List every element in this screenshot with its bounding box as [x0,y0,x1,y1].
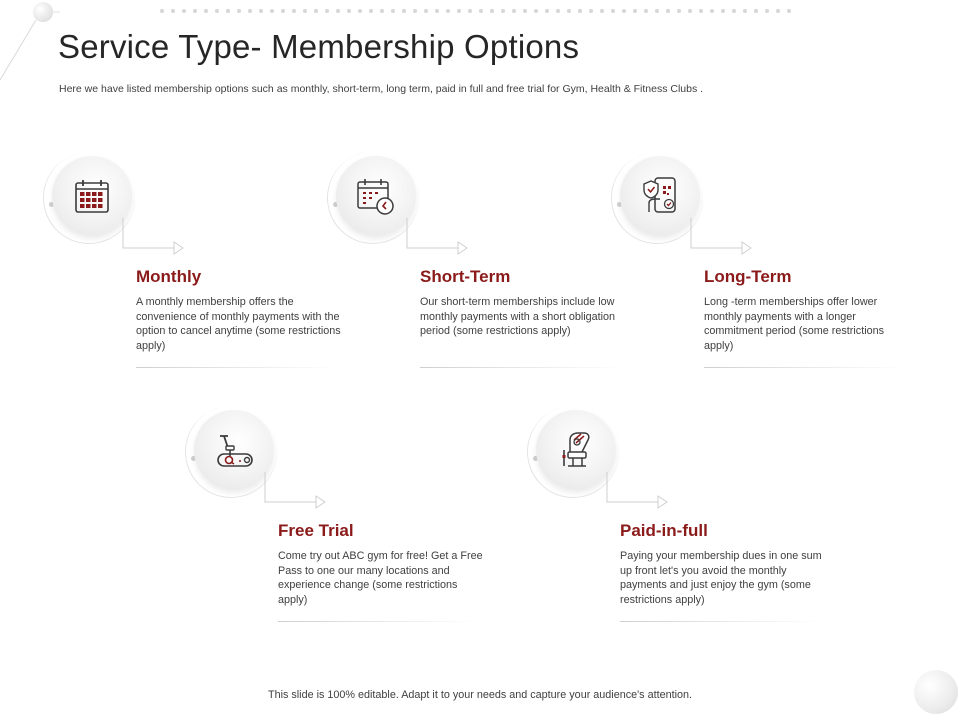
decorative-dot [292,9,296,13]
calendar-clock-icon [356,176,396,216]
divider [620,621,820,622]
connector-arrow [264,472,334,512]
decorative-ball-top-left [33,2,53,22]
decorative-dot [776,9,780,13]
decorative-dot [380,9,384,13]
page-subtitle: Here we have listed membership options such as monthly, short-term, long term, paid in full and free trial for Gym, Health & Fitness Clubs . [59,83,704,95]
decorative-dot [732,9,736,13]
footer-note: This slide is 100% editable. Adapt it to your needs and capture your audience's attention. [267,689,692,701]
option-card-short-term [336,156,616,376]
decorative-dot [369,9,373,13]
option-description: Long -term memberships offer lower monthly payments with a longer commitment period (some restrictions apply) [704,296,884,352]
calendar-grid-icon [72,176,112,216]
option-description: Our short-term memberships include low monthly payments with a short obligation period (some restrictions apply) [420,296,616,337]
decorative-dot [446,9,450,13]
decorative-dot [644,9,648,13]
decorative-dot [193,9,197,13]
decorative-dot [171,9,175,13]
decorative-dot [611,9,615,13]
decorative-dot [589,9,593,13]
divider [420,367,620,368]
decorative-dot [534,9,538,13]
decorative-dot [754,9,758,13]
option-description: Paying your membership dues in one sum up front let's you avoid the monthly payments and just enjoy the gym (some restrictions apply) [620,550,822,606]
decorative-dot [721,9,725,13]
decorative-dot [182,9,186,13]
option-title: Monthly [136,267,202,286]
option-card-monthly [52,156,341,376]
option-card-free-trial [194,410,483,630]
decorative-dot [457,9,461,13]
connector-arrow [122,218,192,258]
exercise-bike-icon [214,430,254,470]
decorative-dot [479,9,483,13]
decorative-dot [666,9,670,13]
decorative-dot [688,9,692,13]
decorative-dot [655,9,659,13]
decorative-dot [325,9,329,13]
decorative-dot [622,9,626,13]
divider [278,621,478,622]
decorative-dot [699,9,703,13]
divider [704,367,904,368]
icon-circle [336,156,416,236]
decorative-dot [490,9,494,13]
decorative-dot [402,9,406,13]
gym-machine-icon [556,430,596,470]
decorative-dot [743,9,747,13]
decorative-dot [545,9,549,13]
option-card-long-term [620,156,900,376]
decorative-dot [281,9,285,13]
option-title: Free Trial [278,521,354,540]
decorative-dot [578,9,582,13]
decorative-dot [765,9,769,13]
option-card-paid-in-full [536,410,822,630]
option-title: Long-Term [704,267,792,286]
decorative-dot [710,9,714,13]
decorative-dot [391,9,395,13]
decorative-dot [424,9,428,13]
decorative-dot [226,9,230,13]
icon-circle [536,410,616,490]
decorative-dot [160,9,164,13]
decorative-dot [314,9,318,13]
connector-arrow [406,218,476,258]
decorative-dot [347,9,351,13]
decorative-dot [270,9,274,13]
decorative-dot-row [160,9,810,15]
mobile-shield-icon [640,176,680,216]
decorative-dot [248,9,252,13]
decorative-dot [512,9,516,13]
page-title: Service Type- Membership Options [58,28,580,65]
decorative-dot [259,9,263,13]
decorative-dot [567,9,571,13]
option-description: A monthly membership offers the convenience of monthly payments with the option to cancel anytime (some restrictions apply) [136,296,341,352]
connector-arrow [606,472,676,512]
decorative-dot [237,9,241,13]
decorative-dot [303,9,307,13]
divider [136,367,336,368]
decorative-dot [204,9,208,13]
decorative-dot [468,9,472,13]
decorative-dot [336,9,340,13]
option-title: Short-Term [420,267,511,286]
decorative-dot [358,9,362,13]
decorative-dot [677,9,681,13]
icon-circle [194,410,274,490]
decorative-dot [523,9,527,13]
decorative-dot [413,9,417,13]
decorative-dot [600,9,604,13]
decorative-dot [633,9,637,13]
icon-circle [52,156,132,236]
decorative-dot [215,9,219,13]
option-title: Paid-in-full [620,521,708,540]
decorative-dot [501,9,505,13]
decorative-dot [435,9,439,13]
option-description: Come try out ABC gym for free! Get a Free Pass to one our many locations and experience change (some restrictions apply) [278,550,483,606]
icon-circle [620,156,700,236]
connector-arrow [690,218,760,258]
decorative-dot [787,9,791,13]
decorative-dot [556,9,560,13]
